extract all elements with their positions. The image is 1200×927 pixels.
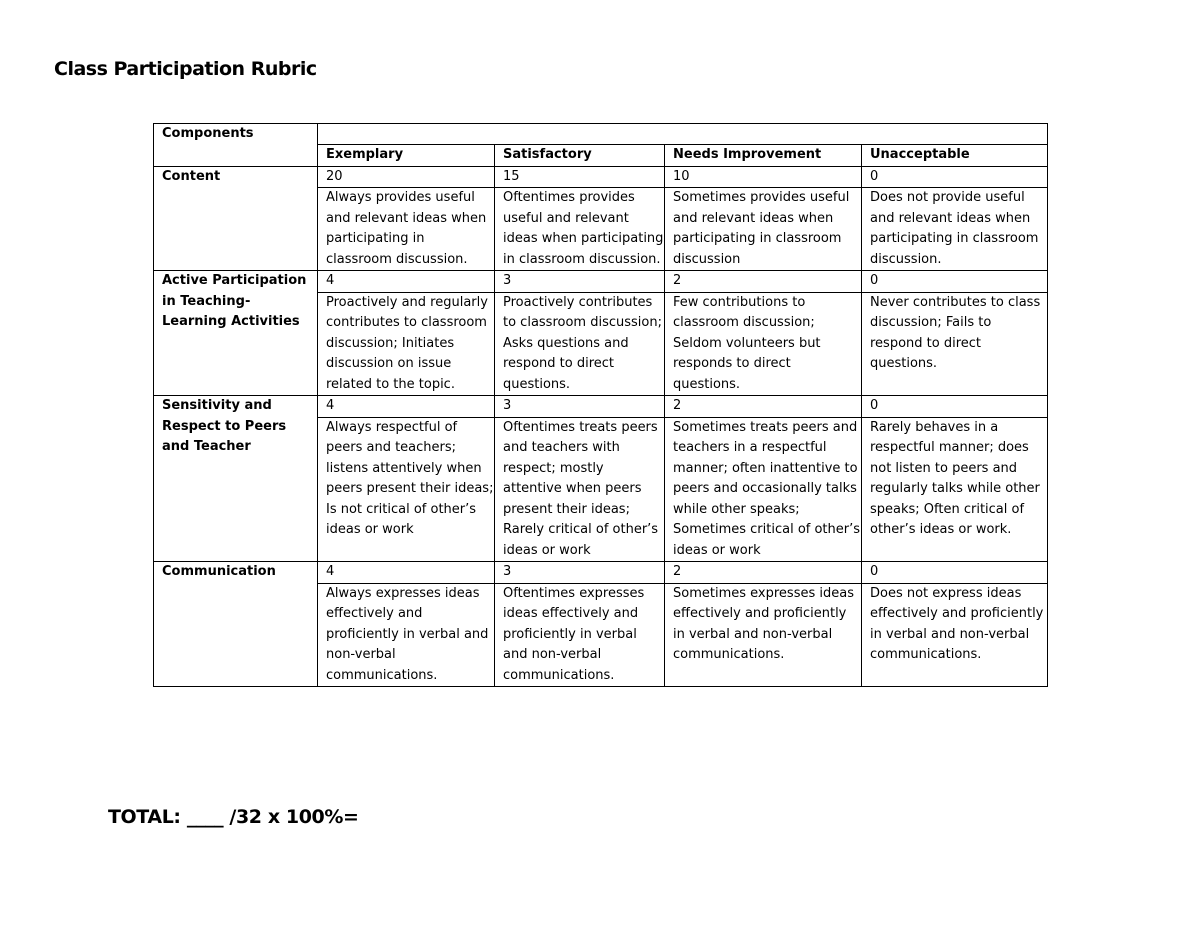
score-cell: 4 xyxy=(318,562,495,584)
score-cell: 2 xyxy=(665,396,862,418)
description-cell: Sometimes treats peers and teachers in a respectful manner; often inattentive to peers and occasionally talks while other speaks; Sometimes critical of other’s ideas or work xyxy=(665,417,862,562)
description-cell: Does not express ideas effectively and proficiently in verbal and non-verbal communications. xyxy=(862,583,1048,687)
level-header-needs-improvement: Needs Improvement xyxy=(665,145,862,167)
score-cell: 20 xyxy=(318,166,495,188)
table-row-communication-scores xyxy=(154,562,1048,584)
description-cell: Always expresses ideas effectively and proficiently in verbal and non-verbal communications. xyxy=(318,583,495,687)
header-row-top xyxy=(154,124,1048,145)
description-cell: Oftentimes provides useful and relevant ideas when participating in classroom discussion. xyxy=(495,188,665,271)
score-cell: 4 xyxy=(318,271,495,293)
description-cell: Oftentimes treats peers and teachers with respect; mostly attentive when peers present their ideas; Rarely critical of other’s ideas or work xyxy=(495,417,665,562)
rubric-table xyxy=(153,123,1048,687)
description-cell: Always respectful of peers and teachers; listens attentively when peers present their ideas; Is not critical of other’s ideas or work xyxy=(318,417,495,562)
component-sensitivity-respect: Sensitivity and Respect to Peers and Teacher xyxy=(154,396,318,562)
page-title: Class Participation Rubric xyxy=(54,58,317,80)
components-header: Components xyxy=(154,124,318,167)
description-cell: Rarely behaves in a respectful manner; does not listen to peers and regularly talks while other speaks; Often critical of other’s ideas or work. xyxy=(862,417,1048,562)
description-cell: Oftentimes expresses ideas effectively and proficiently in verbal and non-verbal communications. xyxy=(495,583,665,687)
score-cell: 0 xyxy=(862,562,1048,584)
score-cell: 15 xyxy=(495,166,665,188)
score-cell: 2 xyxy=(665,271,862,293)
description-cell: Sometimes provides useful and relevant ideas when participating in classroom discussion xyxy=(665,188,862,271)
score-cell: 3 xyxy=(495,562,665,584)
total-score-line: TOTAL: ____ /32 x 100%= xyxy=(108,806,359,828)
score-cell: 3 xyxy=(495,396,665,418)
level-header-satisfactory: Satisfactory xyxy=(495,145,665,167)
score-cell: 4 xyxy=(318,396,495,418)
description-cell: Proactively and regularly contributes to classroom discussion; Initiates discussion on issue related to the topic. xyxy=(318,292,495,396)
component-communication: Communication xyxy=(154,562,318,687)
table-row-sensitivity-scores xyxy=(154,396,1048,418)
table-row-active-participation-scores xyxy=(154,271,1048,293)
description-cell: Always provides useful and relevant ideas when participating in classroom discussion. xyxy=(318,188,495,271)
description-cell: Few contributions to classroom discussion; Seldom volunteers but responds to direct questions. xyxy=(665,292,862,396)
score-cell: 2 xyxy=(665,562,862,584)
score-cell: 0 xyxy=(862,271,1048,293)
table-row-content-scores xyxy=(154,166,1048,188)
level-header-exemplary: Exemplary xyxy=(318,145,495,167)
score-cell: 0 xyxy=(862,166,1048,188)
header-blank-cell xyxy=(318,124,1048,145)
description-cell: Proactively contributes to classroom discussion; Asks questions and respond to direct questions. xyxy=(495,292,665,396)
component-active-participation: Active Participation in Teaching-Learning Activities xyxy=(154,271,318,396)
score-cell: 0 xyxy=(862,396,1048,418)
score-cell: 3 xyxy=(495,271,665,293)
description-cell: Does not provide useful and relevant ideas when participating in classroom discussion. xyxy=(862,188,1048,271)
description-cell: Never contributes to class discussion; Fails to respond to direct questions. xyxy=(862,292,1048,396)
score-cell: 10 xyxy=(665,166,862,188)
level-header-unacceptable: Unacceptable xyxy=(862,145,1048,167)
component-content: Content xyxy=(154,166,318,271)
description-cell: Sometimes expresses ideas effectively and proficiently in verbal and non-verbal communications. xyxy=(665,583,862,687)
